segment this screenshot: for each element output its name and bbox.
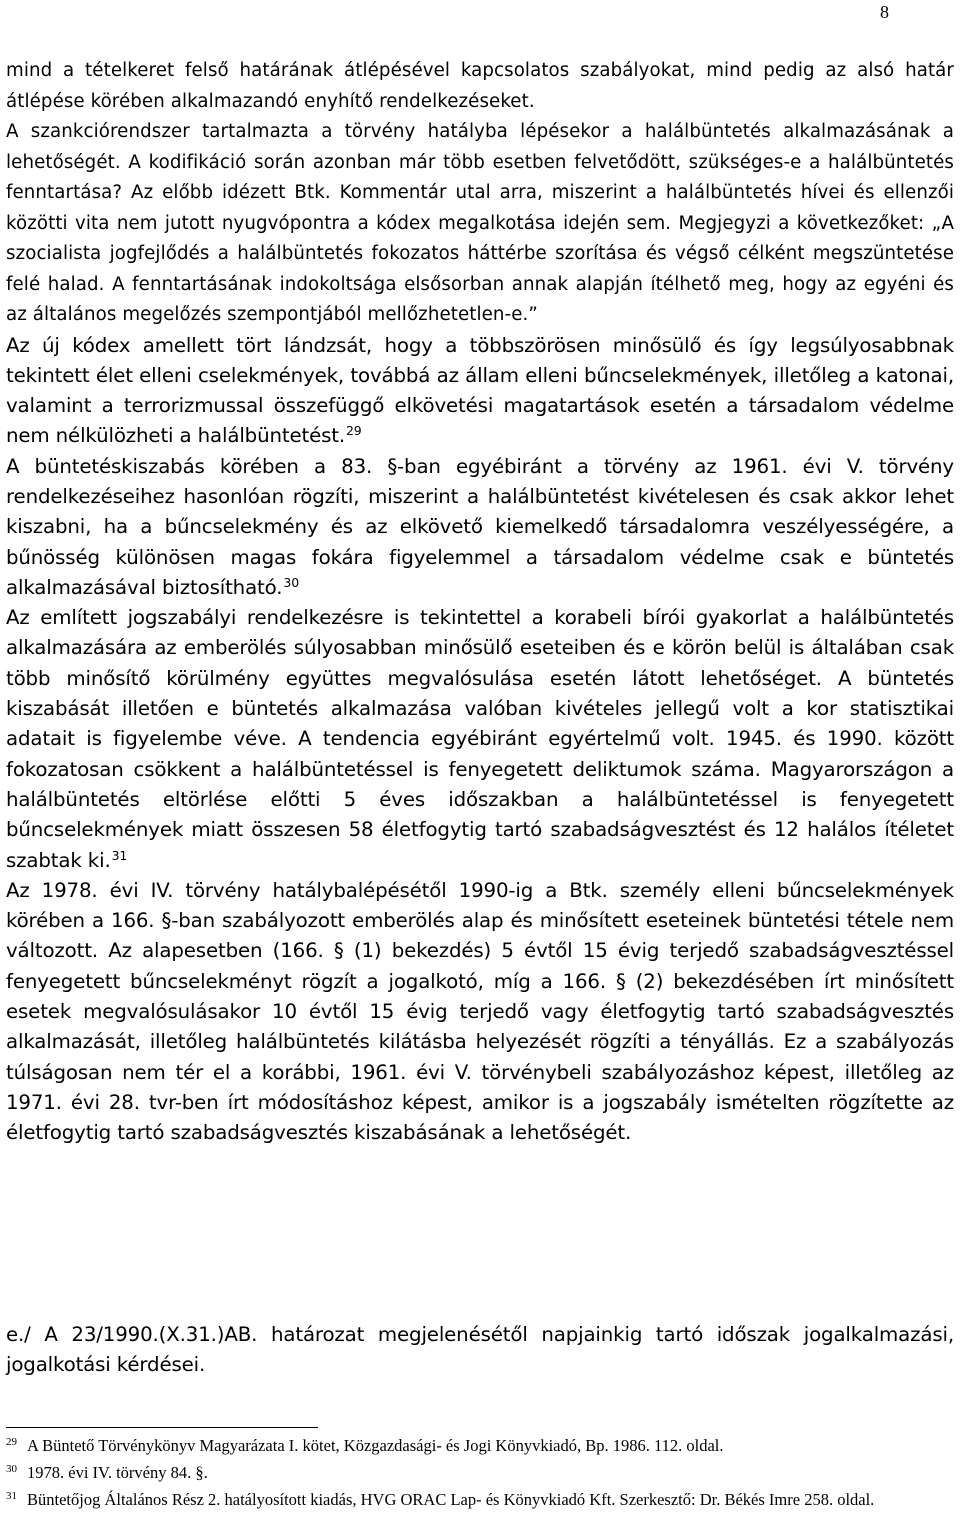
body-text <box>6 56 954 1149</box>
paragraph-new-code-text: Az új kódex amellett tört lándzsát, hogy a többszörösen minősülő és így legsúlyosabbnak tekintett élet elleni cselekmények, továbbá az állam elleni bűncselekmények, illetőleg a katonai, valamint a terrorizmussal összefüggő elkövetési magatartások esetén a társadalom védelme nem nélkülözheti a halálbüntetést. <box>6 333 954 448</box>
paragraph-judicial-practice-text: Az említett jogszabályi rendelkezésre is tekintettel a korabeli bírói gyakorlat a halálbüntetés alkalmazására az emberölés súlyosabban minősülő eseteiben és e körön belül is általában csak több minősítő körülmény együttes megvalósulása esetén látott lehetőséget. A büntetés kiszabását illetően e büntetés alkalmazása valóban kivételes jellegű volt a kor statisztikai adatait is figyelembe véve. A tendencia egyébiránt egyértelmű volt. 1945. és 1990. között fokozatosan csökkent a halálbüntetéssel is fenyegetett deliktumok száma. Magyarországon a halálbüntetés eltörlése előtti 5 éves időszakban a halálbüntetéssel is fenyegetett bűncselekmények miatt összesen 58 életfogytig tartó szabadságvesztést és 12 halálos ítéletet szabtak ki. <box>6 606 954 872</box>
section-heading <box>6 1320 954 1381</box>
paragraph-new-code <box>6 331 954 452</box>
paragraph-sentencing-text: A büntetéskiszabás körében a 83. §-ban egyébiránt a törvény az 1961. évi V. törvény rendelkezéseihez hasonlóan rögzíti, miszerint a halálbüntetést kivételesen és csak akkor lehet kiszabni, ha a bűncselekmény és az elkövető kiemelkedő társadalomra veszélyességére, a bűnösség különösen magas fokára figyelemmel a társadalom védelme csak e büntetés alkalmazásával biztosítható. <box>6 454 954 599</box>
paragraph-sanction-system: A szankciórendszer tartalmazta a törvény hatályba lépésekor a halálbüntetés alkalmazásának a lehetőségét. A kodifikáció során azonban már több esetben felvetődött, szükséges-e a halálbüntetés fenntartása? Az előbb idézett Btk. Kommentár utal arra, miszerint a halálbüntetés hívei és ellenzői közötti vita nem jutott nyugvópontra a kódex megalkotása idején sem. Megjegyzi a következőket: „A szocialista jogfejlődés a halálbüntetés fokozatos háttérbe szorítása és végső célként megszüntetése felé halad. A fenntartásának indokoltsága elsősorban annak alapján ítélhető meg, hogy az egyéni és az általános megelőzés szempontjából mellőzhetetlen-e.” <box>6 121 954 325</box>
footnote-29 <box>6 1432 954 1459</box>
paragraph-1978-law: Az 1978. évi IV. törvény hatálybalépésétől 1990-ig a Btk. személy elleni bűncselekmények körében a 166. §-ban szabályozott emberölés alap és minősített eseteinek büntetési tétele nem változott. Az alapesetben (166. § (1) bekezdés) 5 évtől 15 évig terjedő szabadságvesztéssel fenyegetett bűncselekményt rögzít a jogalkotó, míg a 166. § (2) bekezdésében írt minősített esetek megvalósulásakor 10 évtől 15 évig terjedő vagy életfogytig tartó szabadságvesztés alkalmazását, illetőleg halálbüntetés kilátásba helyezését rögzíti a tényállás. Ez a szabályozás túlságosan nem tér el a korábbi, 1961. évi V. törvénybeli szabályozáshoz képest, illetőleg az 1971. évi 28. tvr-ben írt módosításhoz képest, amikor is a jogszabály ismételten rögzítette az életfogytig tartó szabadságvesztés kiszabásának a lehetőségét. <box>6 878 954 1145</box>
paragraph-judicial-practice <box>6 603 954 876</box>
footnote-separator <box>6 1427 318 1428</box>
section-heading-text: e./ A 23/1990.(X.31.)AB. határozat megjelenésétől napjainkig tartó időszak jogalkalmazási, jogalkotási kérdései. <box>6 1323 954 1377</box>
page-number: 8 <box>880 2 889 22</box>
footnote-30 <box>6 1459 954 1486</box>
paragraph-sentencing <box>6 452 954 603</box>
footnote-number: 29 <box>6 1436 17 1448</box>
footnote-text: 1978. évi IV. törvény 84. §. <box>27 1463 208 1482</box>
footnote-number: 31 <box>6 1490 17 1502</box>
footnotes <box>6 1427 954 1513</box>
footnote-31 <box>6 1486 954 1513</box>
paragraph-intro: mind a tételkeret felső határának átlépésével kapcsolatos szabályokat, mind pedig az alsó határ átlépése körében alkalmazandó enyhítő rendelkezéseket. <box>6 60 954 112</box>
footnote-text: Büntetőjog Általános Rész 2. hatályosított kiadás, HVG ORAC Lap- és Könyvkiadó Kft. Szerkesztő: Dr. Békés Imre 258. oldal. <box>27 1490 875 1509</box>
footnote-ref-29[interactable]: 29 <box>346 423 362 439</box>
footnote-ref-31[interactable]: 31 <box>111 847 128 863</box>
footnote-number: 30 <box>6 1463 17 1475</box>
footnote-text: A Büntető Törvénykönyv Magyarázata I. kötet, Közgazdasági- és Jogi Könyvkiadó, Bp. 1986. 112. oldal. <box>27 1436 724 1455</box>
footnote-ref-30[interactable]: 30 <box>283 574 299 590</box>
